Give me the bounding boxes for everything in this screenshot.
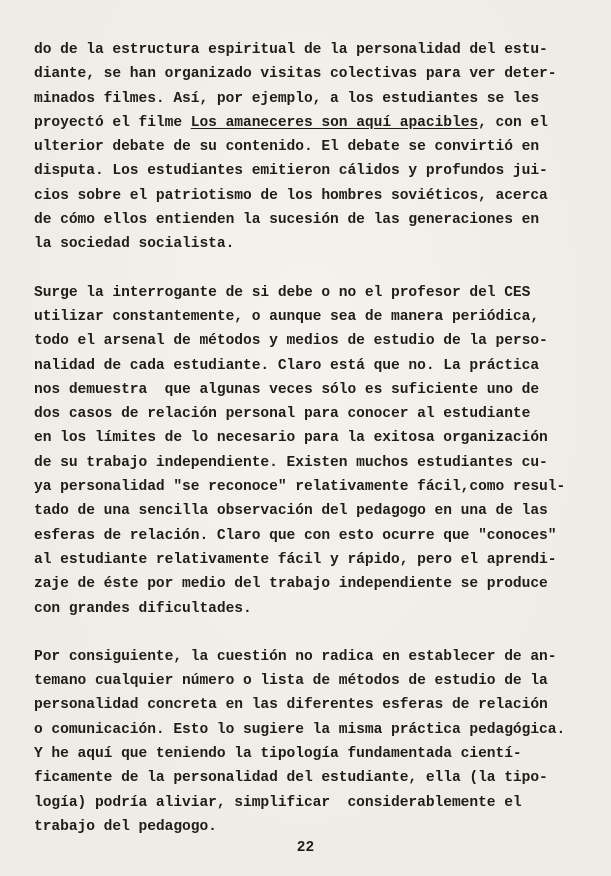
text-line: de su trabajo independiente. Existen muchos estudiantes cu- [34,454,548,471]
text-line: ficamente de la personalidad del estudiante, ella (la tipo- [34,770,548,787]
paragraph-gap [34,621,594,645]
text-line: con grandes dificultades. [34,600,252,617]
text-line: todo el arsenal de métodos y medios de estudio de la perso- [34,333,548,350]
text-line: cios sobre el patriotismo de los hombres soviéticos, acerca [34,187,548,204]
text-line: utilizar constantemente, o aunque sea de manera periódica, [34,308,540,325]
text-line-with-film-title [34,111,594,135]
text-line: zaje de éste por medio del trabajo independiente se produce [34,576,548,593]
text-line: personalidad concreta en las diferentes esferas de relación [34,697,548,714]
text-line: nalidad de cada estudiante. Claro está que no. La práctica [34,357,540,374]
body-text [34,38,594,839]
text-line: en los límites de lo necesario para la exitosa organización [34,430,548,447]
text-line: logía) podría aliviar, simplificar considerablemente el [34,794,522,811]
text-line: ulterior debate de su contenido. El debate se convirtió en [34,139,540,156]
text-line: Surge la interrogante de si debe o no el profesor del CES [34,284,531,301]
text-line: Por consiguiente, la cuestión no radica en establecer de an- [34,648,557,665]
text-line: disputa. Los estudiantes emitieron cálidos y profundos jui- [34,163,548,180]
text-line: Y he aquí que teniendo la tipología fundamentada cientí- [34,746,522,763]
text-line: la sociedad socialista. [34,236,235,253]
page-number: 22 [296,840,315,856]
text-line: ya personalidad "se reconoce" relativamente fácil,como resul- [34,479,566,496]
text-line: tado de una sencilla observación del pedagogo en una de las [34,503,548,520]
text-fragment: , con el [478,114,548,131]
text-line: o comunicación. Esto lo sugiere la misma práctica pedagógica. [34,721,566,738]
film-title: Los amaneceres son aquí apacibles [190,114,479,131]
text-line: trabajo del pedagogo. [34,818,217,835]
text-line: esferas de relación. Claro que con esto ocurre que "conoces" [34,527,557,544]
text-line: diante, se han organizado visitas colectivas para ver deter- [34,66,557,83]
text-line: minados filmes. Así, por ejemplo, a los estudiantes se les [34,90,540,107]
text-fragment: proyectó el filme [34,114,191,131]
text-line: dos casos de relación personal para conocer al estudiante [34,406,531,423]
text-line: nos demuestra que algunas veces sólo es suficiente uno de [34,381,540,398]
text-line: de cómo ellos entienden la sucesión de las generaciones en [34,212,540,229]
text-line: temano cualquier número o lista de métodos de estudio de la [34,673,548,690]
paragraph-1 [34,38,594,257]
text-line: al estudiante relativamente fácil y rápido, pero el aprendi- [34,551,557,568]
paragraph-2 [34,281,594,621]
paragraph-gap [34,257,594,281]
text-line: do de la estructura espiritual de la personalidad del estu- [34,42,548,58]
paragraph-3 [34,645,594,839]
